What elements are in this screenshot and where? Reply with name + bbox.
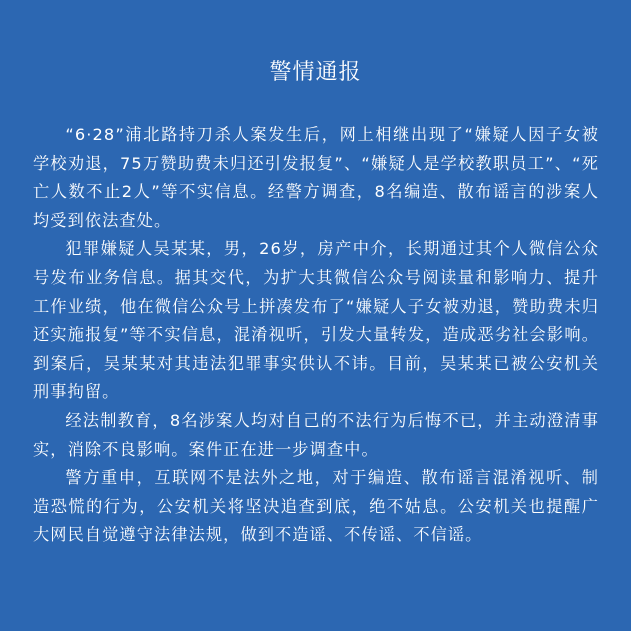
- paragraph-suspect-details: 犯罪嫌疑人吴某某，男，26岁，房产中介，长期通过其个人微信公众号发布业务信息。据其交代，为扩大其微信公众号阅读量和影响力、提升工作业绩，他在微信公众号上拼凑发布了“嫌疑人子女被劝退，赞助费未归还实施报复”等不实信息，混淆视听，引发大量转发，造成恶劣社会影响。到案后，吴某某对其违法犯罪事实供认不讳。目前，吴某某已被公安机关刑事拘留。: [33, 239, 599, 402]
- paragraph-police-warning: 警方重申，互联网不是法外之地，对于编造、散布谣言混淆视听、制造恐慌的行为，公安机关将坚决追查到底，绝不姑息。公安机关也提醒广大网民自觉遵守法律法规，做到不造谣、不传谣、不信谣。: [33, 468, 599, 545]
- notice-body: [33, 121, 599, 550]
- paragraph-education-outcome: 经法制教育，8名涉案人均对自己的不法行为后悔不已，并主动澄清事实，消除不良影响。案件正在进一步调查中。: [33, 410, 599, 459]
- notice-title: 警情通报: [269, 60, 362, 85]
- paragraph-rumor-summary: “6·28”浦北路持刀杀人案发生后，网上相继出现了“嫌疑人因子女被学校劝退，75万赞助费未归还引发报复”、“嫌疑人是学校教职员工”、“死亡人数不止2人”等不实信息。经警方调查，8名编造、散布谣言的涉案人均受到依法查处。: [33, 125, 599, 230]
